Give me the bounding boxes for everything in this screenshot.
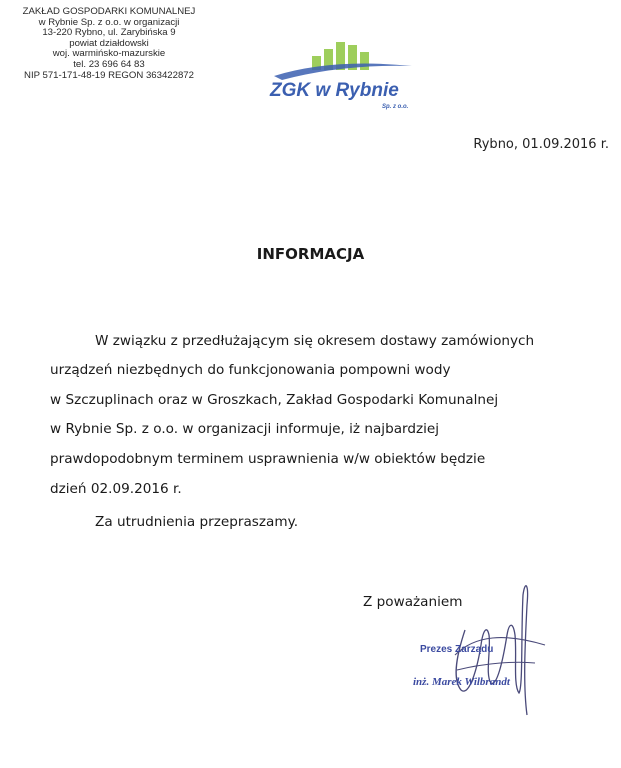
- company-logo: [262, 42, 422, 122]
- stamp-position: Prezes Zarządu: [420, 644, 494, 655]
- logo-graphic: [262, 42, 422, 122]
- body-line-4: w Rybnie Sp. z o.o. w organizacji informuje, iż najbardziej: [50, 421, 440, 437]
- letterhead-voivodeship: woj. warmińsko-mazurskie: [52, 48, 166, 60]
- body-line-5: prawdopodobnym terminem usprawnienia w/w obiektów będzie: [50, 451, 486, 467]
- closing-salutation: Z poważaniem: [363, 594, 463, 610]
- logo-subtext: Sp. z o.o.: [382, 104, 409, 110]
- letterhead-tax-ids: NIP 571-171-48-19 REGON 363422872: [24, 69, 194, 81]
- letterhead-address: 13-220 Rybno, ul. Zarybińska 9: [42, 27, 176, 39]
- body-line-1: W związku z przedłużającym się okresem dostawy zamówionych: [95, 333, 535, 349]
- letterhead: [4, 7, 214, 81]
- letterhead-district: powiat działdowski: [69, 37, 149, 49]
- body-line-6: dzień 02.09.2016 r.: [50, 481, 182, 497]
- logo-text: ZGK w Rybnie: [270, 80, 399, 101]
- stamp-name: inż. Marek Wilbrandt: [413, 676, 510, 688]
- logo-swoosh-icon: [274, 64, 412, 80]
- letter-date: Rybno, 01.09.2016 r.: [473, 137, 609, 152]
- letterhead-phone: tel. 23 696 64 83: [73, 58, 145, 70]
- body-line-2: urządzeń niezbędnych do funkcjonowania pompowni wody: [50, 362, 451, 378]
- letterhead-company-status: w Rybnie Sp. z o.o. w organizacji: [38, 16, 180, 28]
- apology-line: Za utrudnienia przepraszamy.: [95, 514, 299, 530]
- letterhead-company-name: ZAKŁAD GOSPODARKI KOMUNALNEJ: [22, 6, 196, 17]
- document-title: INFORMACJA: [256, 245, 365, 263]
- body-line-3: w Szczuplinach oraz w Groszkach, Zakład Gospodarki Komunalnej: [50, 392, 499, 408]
